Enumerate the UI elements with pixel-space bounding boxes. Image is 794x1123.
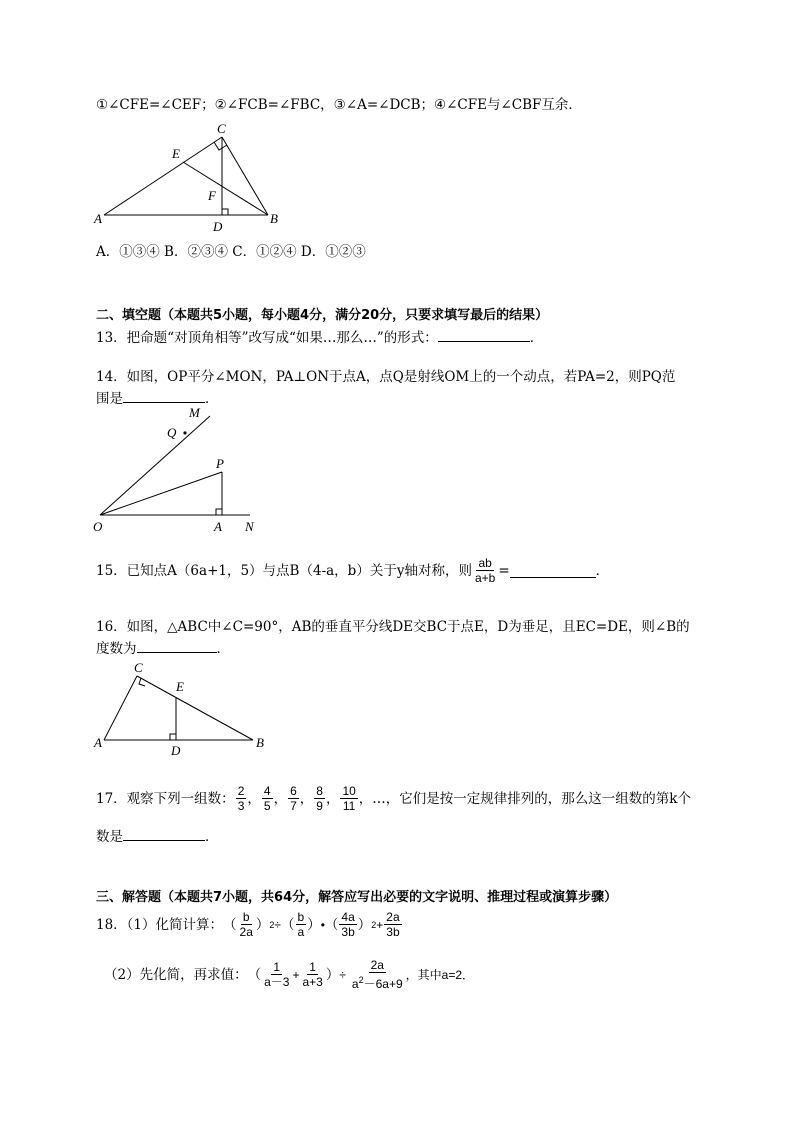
q16-label-C: C: [134, 660, 143, 675]
q16-label-A: A: [94, 735, 102, 750]
q14-label-Q: Q: [167, 425, 177, 440]
q12-choices: A．①③④ B．②③④ C．①②④ D．①②③: [96, 244, 366, 260]
q15-answer-blank[interactable]: [510, 563, 596, 578]
q17-line-2: 数是 ．: [96, 826, 219, 846]
question-13: 13．把命题“对顶角相等”改写成“如果…那么…”的形式： ．: [96, 327, 543, 347]
q14-line-1: 14．如图，OP平分∠MON，PA⊥ON于点A，点Q是射线OM上的一个动点，若PA=2，则PQ范: [96, 369, 676, 385]
q12-label-D: D: [213, 219, 223, 234]
q12-label-B: B: [270, 211, 278, 226]
question-15: 15．已知点A（6a+1，5）与点B（4-a，b）关于y轴对称，则 $\frac{ab}{a+b}$ = ．: [96, 556, 610, 585]
section-2-heading: 二、填空题（本题共5小题，每小题4分，满分20分，只要求填写最后的结果）: [96, 308, 549, 323]
q16-label-B: B: [256, 735, 264, 750]
q16-line-1: 16．如图，△ABC中∠C=90°，AB的垂直平分线DE交BC于点E，D为垂足，且EC=DE，则∠B的: [96, 619, 690, 635]
q12-label-F: F: [208, 188, 216, 203]
q16-label-D: D: [171, 743, 181, 758]
q12-label-E: E: [172, 146, 180, 161]
q14-answer-blank[interactable]: [123, 388, 205, 403]
q18-part-1: 18．（1）化简计算： （ $\frac{b}{2a}$ ） 2 ÷ （ $\frac{b}{a}$ ） • （ $\frac{4a}{3b}$ ） 2 + $\frac{2a}{3b}$: [96, 910, 400, 939]
section-3-heading: 三、解答题（本题共7小题，共64分，解答应写出必要的文字说明、推理过程或演算步骤）: [96, 890, 618, 905]
q14-label-N: N: [245, 519, 254, 534]
q17-fraction-3: $\frac{6}{7}$: [290, 784, 297, 813]
q17-fraction-1: $\frac{2}{3}$: [237, 784, 245, 813]
q17-fraction-2: $\frac{4}{5}$: [263, 784, 271, 813]
q18-p1-fraction-2: $\frac{b}{a}$: [297, 910, 305, 939]
q16-answer-blank[interactable]: [137, 638, 217, 653]
q18-p2-fraction-1: $\frac{1}{a-3}$: [264, 960, 290, 989]
q18-p1-fraction-3: $\frac{4a}{3b}$: [341, 910, 355, 939]
q14-label-A: A: [214, 519, 222, 534]
q16-label-E: E: [176, 679, 184, 694]
q18-p1-fraction-1: $\frac{b}{2a}$: [239, 910, 253, 939]
q12-statements: ①∠CFE=∠CEF；②∠FCB=∠FBC，③∠A=∠DCB；④∠CFE与∠CBF互余．: [96, 97, 582, 113]
question-17: 17．观察下列一组数： $\frac{2}{3}$ ， $\frac{4}{5}$ ， $\frac{6}{7}$ ， $\frac{8}{9}$ ， $\frac{10}{11}$ ，…，它们是按一定规律排列的，那么这一组数的第k个: [96, 784, 691, 813]
q18-p2-fraction-3: $\frac{2a}{a^2-6a+9}$: [351, 958, 403, 991]
q14-label-O: O: [93, 519, 103, 534]
q14-line-2: 围是 ．: [96, 388, 219, 408]
q13-answer-blank[interactable]: [438, 327, 530, 342]
q15-fraction: $\frac{ab}{a+b}$: [474, 556, 496, 585]
q17-answer-blank[interactable]: [123, 826, 205, 841]
q14-label-P: P: [216, 456, 224, 471]
q13-text: 13．把命题“对顶角相等”改写成“如果…那么…”的形式：: [96, 330, 438, 346]
q14-label-M: M: [189, 405, 200, 420]
q17-fraction-5: $\frac{10}{11}$: [342, 784, 356, 813]
q18-part-2: （2）先化简，再求值： （ $\frac{1}{a-3}$ + $\frac{1}{a+3}$ ） ÷ $\frac{2a}{a^2-6a+9}$ ，其中a=2．: [104, 958, 475, 991]
q16-line-2: 度数为 ．: [96, 638, 230, 658]
q18-p2-fraction-2: $\frac{1}{a+3}$: [302, 960, 323, 989]
q12-label-A: A: [94, 211, 102, 226]
q12-label-C: C: [217, 121, 226, 136]
q17-fraction-4: $\frac{8}{9}$: [316, 784, 323, 813]
q18-p1-fraction-4: $\frac{2a}{3b}$: [386, 910, 400, 939]
